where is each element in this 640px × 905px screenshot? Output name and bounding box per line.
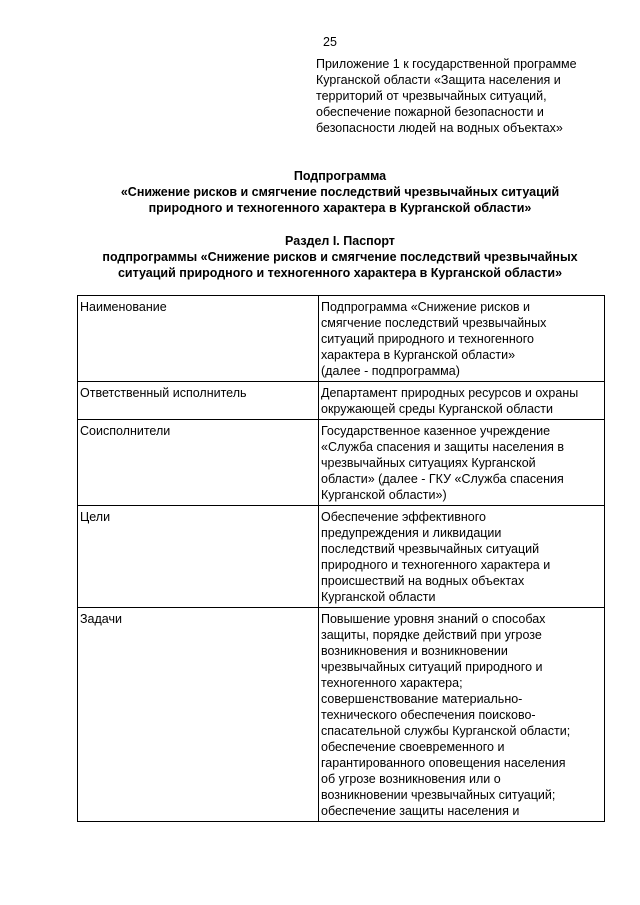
- appendix-line: Курганской области «Защита населения и: [316, 73, 561, 87]
- row-value-line: (далее - подпрограмма): [321, 364, 460, 378]
- row-value-line: ситуаций природного и техногенного: [321, 332, 535, 346]
- row-value-line: Подпрограмма «Снижение рисков и: [321, 300, 531, 314]
- row-label: Наименование: [78, 296, 319, 382]
- page-number: 25: [323, 35, 337, 49]
- row-value-line: Курганской области: [321, 590, 436, 604]
- row-value-line: об угрозе возникновения или о: [321, 772, 501, 786]
- row-value-line: техногенного характера;: [321, 676, 463, 690]
- table-row: [78, 506, 605, 608]
- table-row: [78, 382, 605, 420]
- row-value-line: Курганской области»): [321, 488, 447, 502]
- row-label: Ответственный исполнитель: [78, 382, 319, 420]
- row-value-line: предупреждения и ликвидации: [321, 526, 502, 540]
- row-value-line: защиты, порядке действий при угрозе: [321, 628, 542, 642]
- appendix-line: Приложение 1 к государственной программе: [316, 57, 577, 71]
- row-value-line: характера в Курганской области»: [321, 348, 516, 362]
- subprogram-heading-line: Подпрограмма: [293, 169, 387, 183]
- row-value-line: «Служба спасения и защиты населения в: [321, 440, 565, 454]
- table-row: [78, 296, 605, 382]
- row-value-line: Государственное казенное учреждение: [321, 424, 551, 438]
- row-value-line: возникновении чрезвычайных ситуаций;: [321, 788, 556, 802]
- row-value-line: Обеспечение эффективного: [321, 510, 486, 524]
- subprogram-heading-line: природного и техногенного характера в Курганской области»: [148, 201, 532, 215]
- subprogram-heading: [40, 168, 640, 216]
- passport-table: [77, 295, 605, 822]
- row-value: [319, 506, 605, 608]
- row-value-line: области» (далее - ГКУ «Служба спасения: [321, 472, 564, 486]
- row-value-line: окружающей среды Курганской области: [321, 402, 553, 416]
- row-value-line: природного и техногенного характера и: [321, 558, 551, 572]
- row-value-line: возникновения и возникновении: [321, 644, 508, 658]
- row-value-line: чрезвычайных ситуаций природного и: [321, 660, 543, 674]
- row-label: Цели: [78, 506, 319, 608]
- row-value-line: обеспечение своевременного и: [321, 740, 505, 754]
- section-heading-line: ситуаций природного и техногенного характера в Курганской области»: [117, 266, 563, 280]
- appendix-line: территорий от чрезвычайных ситуаций,: [316, 89, 547, 103]
- row-value: [319, 420, 605, 506]
- row-value-line: чрезвычайных ситуациях Курганской: [321, 456, 536, 470]
- row-value-line: технического обеспечения поисково-: [321, 708, 536, 722]
- row-value-line: происшествий на водных объектах: [321, 574, 525, 588]
- row-value-line: гарантированного оповещения населения: [321, 756, 566, 770]
- row-value-line: совершенствование материально-: [321, 692, 523, 706]
- row-value-line: Повышение уровня знаний о способах: [321, 612, 546, 626]
- row-value: [319, 608, 605, 822]
- row-value-line: последствий чрезвычайных ситуаций: [321, 542, 540, 556]
- row-value-line: спасательной службы Курганской области;: [321, 724, 571, 738]
- appendix-note: [316, 56, 616, 136]
- row-label: Соисполнители: [78, 420, 319, 506]
- row-value: [319, 382, 605, 420]
- row-value: [319, 296, 605, 382]
- row-label: Задачи: [78, 608, 319, 822]
- section-heading-line: Раздел I. Паспорт: [285, 234, 395, 248]
- subprogram-heading-line: «Снижение рисков и смягчение последствий чрезвычайных ситуаций: [120, 185, 560, 199]
- section-heading-line: подпрограммы «Снижение рисков и смягчение последствий чрезвычайных: [102, 250, 578, 264]
- row-value-line: смягчение последствий чрезвычайных: [321, 316, 547, 330]
- table-row: [78, 608, 605, 822]
- passport-table-body: [78, 296, 605, 822]
- row-value-line: обеспечение защиты населения и: [321, 804, 520, 818]
- table-row: [78, 420, 605, 506]
- section-heading: [40, 233, 640, 281]
- appendix-line: безопасности людей на водных объектах»: [316, 121, 563, 135]
- appendix-line: обеспечение пожарной безопасности и: [316, 105, 544, 119]
- row-value-line: Департамент природных ресурсов и охраны: [321, 386, 579, 400]
